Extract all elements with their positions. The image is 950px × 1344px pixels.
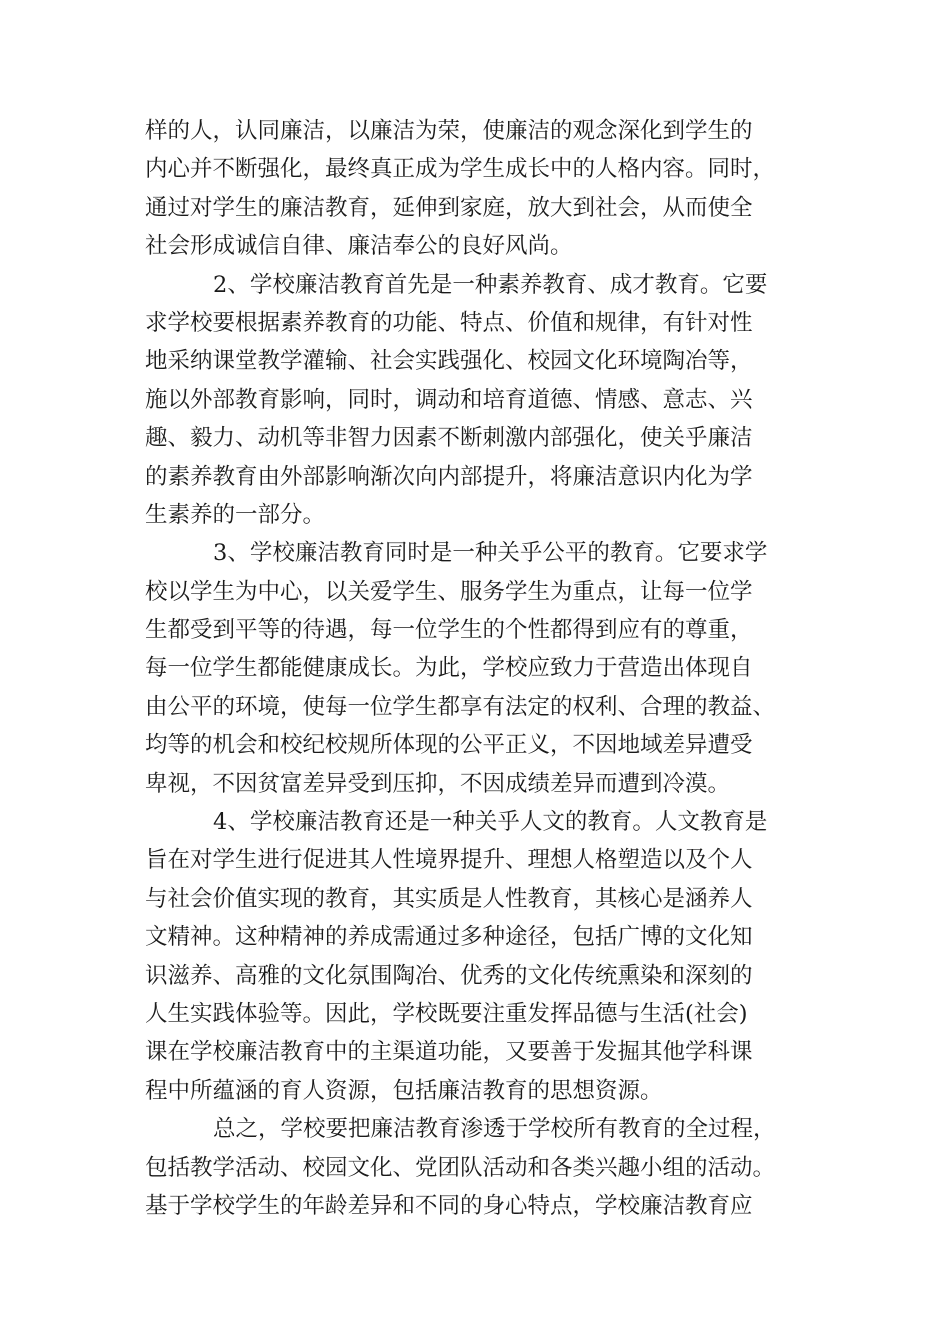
text-line: 施以外部教育影响，同时，调动和培育道德、情感、意志、兴 (145, 386, 753, 413)
text-line: 趣、毅力、动机等非智力因素不断刺激内部强化，使关乎廉洁 (145, 425, 753, 452)
text-line: 样的人，认同廉洁，以廉洁为荣，使廉洁的观念深化到学生的 (145, 118, 753, 144)
text-line: 均等的机会和校纪校规所体现的公平正义，不因地域差异遭受 (145, 732, 753, 759)
paragraph-start-line: 总之，学校要把廉洁教育渗透于学校所有教育的全过程， (213, 1116, 776, 1143)
text-line: 校以学生为中心，以关爱学生、服务学生为重点，让每一位学 (145, 578, 753, 605)
paragraph-start-line: 2、学校廉洁教育首先是一种素养教育、成才教育。它要 (213, 271, 768, 298)
paragraph-start-line: 3、学校廉洁教育同时是一种关乎公平的教育。它要求学 (213, 540, 768, 567)
text-line: 人生实践体验等。因此，学校既要注重发挥品德与生活(社会) (145, 1000, 748, 1027)
text-line: 基于学校学生的年龄差异和不同的身心特点，学校廉洁教育应 (145, 1192, 753, 1219)
text-line: 与社会价值实现的教育，其实质是人性教育，其核心是涵养人 (145, 885, 753, 912)
text-line: 文精神。这种精神的养成需通过多种途径，包括广博的文化知 (145, 924, 753, 951)
text-line: 求学校要根据素养教育的功能、特点、价值和规律，有针对性 (145, 309, 753, 336)
text-line: 社会形成诚信自律、廉洁奉公的良好风尚。 (145, 233, 573, 260)
text-line: 每一位学生都能健康成长。为此，学校应致力于营造出体现自 (145, 655, 753, 682)
text-line: 卑视，不因贫富差异受到压抑，不因成绩差异而遭到冷漠。 (145, 770, 731, 797)
text-line: 识滋养、高雅的文化氛围陶冶、优秀的文化传统熏染和深刻的 (145, 962, 753, 989)
text-line: 课在学校廉洁教育中的主渠道功能，又要善于发掘其他学科课 (145, 1039, 753, 1066)
document-body (145, 112, 815, 1225)
paragraph-start-line: 4、学校廉洁教育还是一种关乎人文的教育。人文教育是 (213, 809, 768, 836)
text-line: 生都受到平等的待遇，每一位学生的个性都得到应有的尊重， (145, 617, 753, 644)
text-line: 通过对学生的廉洁教育，延伸到家庭，放大到社会，从而使全 (145, 194, 753, 221)
text-line: 包括教学活动、校园文化、党团队活动和各类兴趣小组的活动。 (145, 1154, 776, 1181)
text-line: 由公平的环境，使每一位学生都享有法定的权利、合理的教益、 (145, 693, 776, 720)
text-line: 地采纳课堂教学灌输、社会实践强化、校园文化环境陶冶等， (145, 348, 753, 375)
text-line: 生素养的一部分。 (145, 501, 326, 528)
text-line: 内心并不断强化，最终真正成为学生成长中的人格内容。同时， (145, 156, 776, 183)
text-line: 旨在对学生进行促进其人性境界提升、理想人格塑造以及个人 (145, 847, 753, 874)
text-line: 的素养教育由外部影响渐次向内部提升，将廉洁意识内化为学 (145, 463, 753, 490)
text-line: 程中所蕴涵的育人资源，包括廉洁教育的思想资源。 (145, 1077, 663, 1104)
